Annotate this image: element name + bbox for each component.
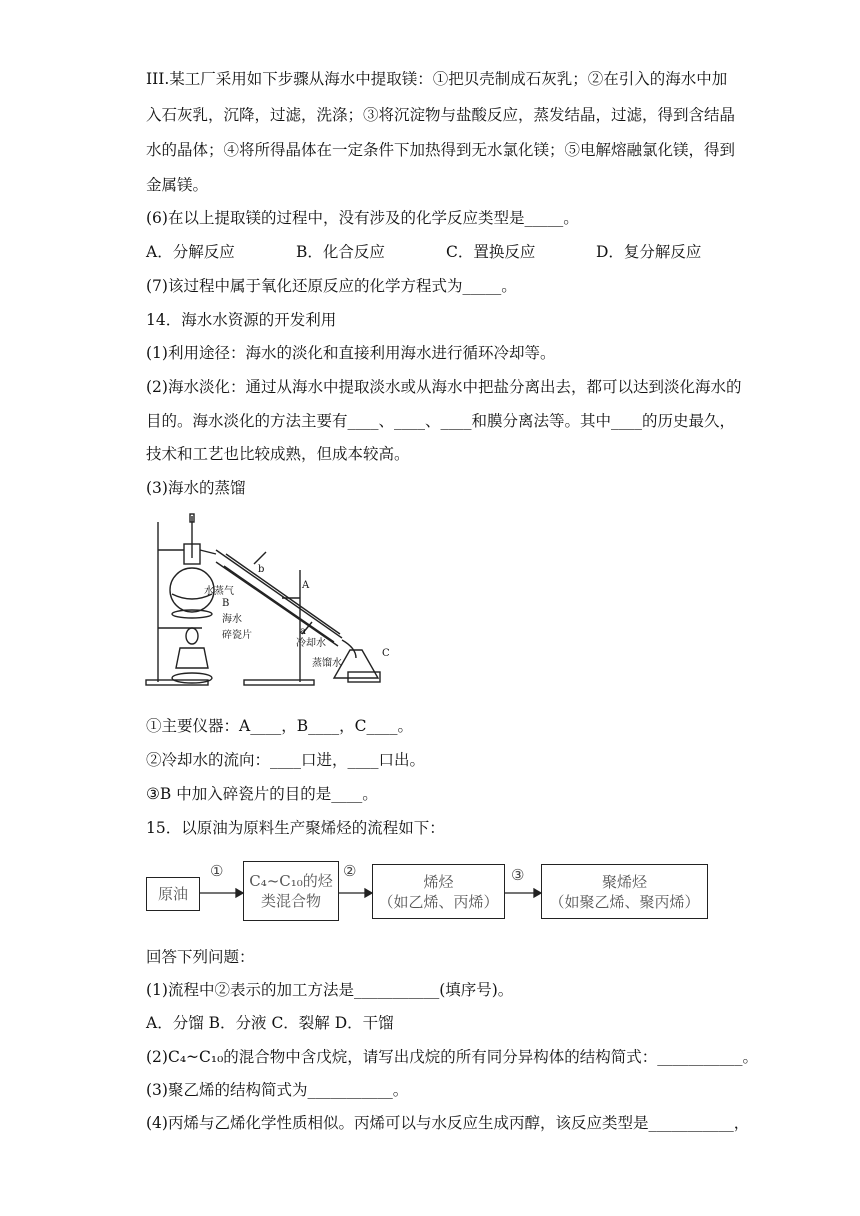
q14-part-3: (3)海水的蒸馏 xyxy=(146,479,246,497)
text-line: 金属镁。 xyxy=(146,176,209,194)
flow-box-text: 烯烃 xyxy=(423,872,454,891)
q15-part-4: (4)丙烯与乙烯化学性质相似。丙烯可以与水反应生成丙醇，该反应类型是___________， xyxy=(146,1114,750,1132)
label-seawater: 海水 xyxy=(222,614,242,625)
text-line: 水的晶体；④将所得晶体在一定条件下加热得到无水氯化镁；⑤电解熔融氯化镁，得到 xyxy=(146,141,736,159)
flow-box-text: 类混合物 xyxy=(260,892,321,910)
step-2-label: ② xyxy=(343,862,357,880)
text-line: III.某工厂采用如下步骤从海水中提取镁：①把贝壳制成石灰乳；②在引入的海水中加 xyxy=(146,70,728,88)
label-A: A xyxy=(302,580,310,591)
label-steam: 水蒸气 xyxy=(204,586,234,597)
q14-part-2: 技术和工艺也比较成熟，但成本较高。 xyxy=(146,445,410,463)
label-B: B xyxy=(222,598,230,609)
option-a: A．分解反应 xyxy=(146,243,235,261)
label-b: b xyxy=(258,564,265,575)
q14-3-sub-1: ①主要仪器：A____，B____，C____。 xyxy=(146,717,413,735)
q15-part-1-options: A．分馏 B．分液 C．裂解 D．干馏 xyxy=(146,1014,394,1032)
label-chips: 碎瓷片 xyxy=(222,630,252,641)
label-distilled: 蒸馏水 xyxy=(312,658,342,669)
flow-box-hydrocarbons xyxy=(243,861,339,921)
text-line: 入石灰乳，沉降，过滤，洗涤；③将沉淀物与盐酸反应，蒸发结晶，过滤，得到含结晶 xyxy=(146,106,736,124)
q14-3-sub-2: ②冷却水的流向：____口进，____口出。 xyxy=(146,751,426,769)
q14-part-1: (1)利用途径：海水的淡化和直接利用海水进行循环冷却等。 xyxy=(146,344,556,362)
flow-box-text: （如聚乙烯、聚丙烯） xyxy=(549,892,700,911)
label-a: a xyxy=(300,626,306,637)
question-14-heading: 14．海水水资源的开发利用 xyxy=(146,311,337,329)
q15-part-3: (3)聚乙烯的结构简式为___________。 xyxy=(146,1081,409,1099)
label-C: C xyxy=(382,648,390,659)
flow-box-text: 聚烯烃 xyxy=(601,872,647,891)
flow-box-crude-oil xyxy=(146,877,200,911)
question-15-heading: 15．以原油为原料生产聚烯烃的流程如下： xyxy=(146,819,445,837)
q14-part-2: 目的。海水淡化的方法主要有____、____、____和膜分离法等。其中____的历史最久， xyxy=(146,412,736,430)
question-6: (6)在以上提取镁的过程中，没有涉及的化学反应类型是_____。 xyxy=(146,209,579,227)
flow-box-olefins xyxy=(372,864,505,919)
option-b: B．化合反应 xyxy=(296,243,385,261)
flow-box-text: C₄~C₁₀的烃 xyxy=(249,872,333,890)
answer-intro: 回答下列问题： xyxy=(146,948,255,966)
q15-part-2: (2)C₄~C₁₀的混合物中含戊烷，请写出戊烷的所有同分异构体的结构简式：___________。 xyxy=(146,1048,759,1066)
question-7: (7)该过程中属于氧化还原反应的化学方程式为_____。 xyxy=(146,277,517,295)
label-coolant: 冷却水 xyxy=(296,638,326,649)
flow-box-text: （如乙烯、丙烯） xyxy=(378,892,499,911)
flow-box-polyolefins xyxy=(541,864,708,919)
q15-part-1: (1)流程中②表示的加工方法是___________(填序号)。 xyxy=(146,981,514,999)
step-1-label: ① xyxy=(210,862,224,880)
flow-box-text: 原油 xyxy=(157,885,188,903)
q14-part-2: (2)海水淡化：通过从海水中提取淡水或从海水中把盐分离出去，都可以达到淡化海水的 xyxy=(146,378,742,396)
option-d: D．复分解反应 xyxy=(596,243,702,261)
step-3-label: ③ xyxy=(511,866,525,884)
q14-3-sub-3: ③B 中加入碎瓷片的目的是____。 xyxy=(146,785,378,803)
option-c: C．置换反应 xyxy=(446,243,536,261)
